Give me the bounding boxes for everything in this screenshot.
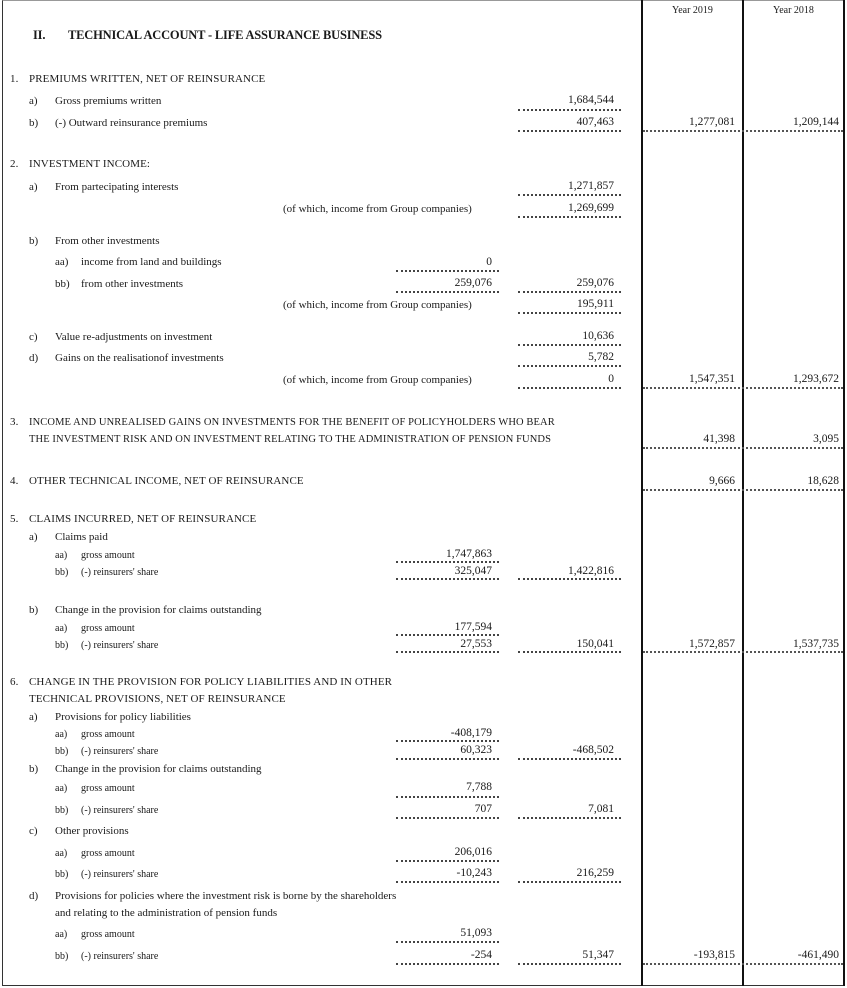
s5-b-total: 150,041 <box>576 638 614 650</box>
s6-a-aa-value: -408,179 <box>450 727 492 739</box>
s2-c-letter: c) <box>29 331 38 343</box>
s2-b-aa-letter: aa) <box>55 256 69 268</box>
s2-total-2018: 1,293,672 <box>793 373 839 385</box>
s2-b-group-value: 195,911 <box>577 298 614 310</box>
s6-a-bb-value: 60,323 <box>460 744 492 756</box>
s6-total-2018: -461,490 <box>797 949 839 961</box>
underline <box>518 758 621 760</box>
s4-total-2018: 18,628 <box>807 475 839 487</box>
s2-d-letter: d) <box>29 352 39 364</box>
s2-a-group-value: 1,269,699 <box>568 202 614 214</box>
s6-b-total: 7,081 <box>588 803 614 815</box>
s6-c-aa-value: 206,016 <box>454 846 492 858</box>
s6-title-line1: CHANGE IN THE PROVISION FOR POLICY LIABILITIES AND IN OTHER <box>29 676 393 688</box>
s6-c-letter: c) <box>29 825 38 837</box>
s6-b-bb-letter: bb) <box>55 805 69 816</box>
s5-b-bb-letter: bb) <box>55 640 69 651</box>
s2-d-label: Gains on the realisationof investments <box>55 352 224 364</box>
underline <box>396 963 499 965</box>
s1-a-letter: a) <box>29 95 38 107</box>
underline <box>518 963 621 965</box>
s6-d-bb-label: (-) reinsurers' share <box>81 951 159 962</box>
s2-b-bb-value: 259,076 <box>454 277 492 289</box>
s2-b-aa-label: income from land and buildings <box>81 256 222 268</box>
s6-d-label-line1: Provisions for policies where the investment risk is borne by the shareholders <box>55 890 397 902</box>
s1-a-label: Gross premiums written <box>55 95 162 107</box>
s6-c-aa-label: gross amount <box>81 848 135 859</box>
s6-b-bb-label: (-) reinsurers' share <box>81 805 159 816</box>
s6-d-bb-value: -254 <box>470 949 492 961</box>
s2-a-label: From partecipating interests <box>55 181 179 193</box>
underline <box>518 194 621 196</box>
total-rule <box>643 963 843 965</box>
s1-number: 1. <box>10 73 19 85</box>
column-divider-right <box>843 0 845 986</box>
s6-a-total: -468,502 <box>572 744 614 756</box>
underline <box>396 881 499 883</box>
underline <box>518 651 621 653</box>
s6-total-2019: -193,815 <box>693 949 735 961</box>
underline <box>518 365 621 367</box>
s6-d-bb-letter: bb) <box>55 951 69 962</box>
s6-d-letter: d) <box>29 890 39 902</box>
s2-b-group-label: (of which, income from Group companies) <box>283 299 472 311</box>
column-header-2018: Year 2018 <box>773 5 814 16</box>
s5-b-bb-value: 27,553 <box>460 638 492 650</box>
total-rule <box>643 447 843 449</box>
underline <box>518 387 621 389</box>
s2-a-letter: a) <box>29 181 38 193</box>
underline <box>396 817 499 819</box>
s5-total-2019: 1,572,857 <box>689 638 735 650</box>
s1-b-letter: b) <box>29 117 39 129</box>
column-divider-2019 <box>641 0 643 986</box>
s5-a-aa-letter: aa) <box>55 550 68 561</box>
underline <box>396 740 499 742</box>
s6-a-bb-label: (-) reinsurers' share <box>81 746 159 757</box>
s2-b-bb-letter: bb) <box>55 278 70 290</box>
s5-b-aa-value: 177,594 <box>454 621 492 633</box>
s5-a-aa-label: gross amount <box>81 550 135 561</box>
s4-number: 4. <box>10 475 19 487</box>
s3-number: 3. <box>10 416 19 428</box>
page-title: TECHNICAL ACCOUNT - LIFE ASSURANCE BUSINESS <box>68 28 382 42</box>
s2-d-group-value: 0 <box>608 373 614 385</box>
underline <box>518 817 621 819</box>
total-rule <box>643 651 843 653</box>
underline <box>518 130 621 132</box>
s5-a-letter: a) <box>29 531 38 543</box>
s5-a-bb-letter: bb) <box>55 567 69 578</box>
s2-c-label: Value re-adjustments on investment <box>55 331 213 343</box>
underline <box>396 758 499 760</box>
s6-d-total: 51,347 <box>582 949 614 961</box>
s6-c-bb-label: (-) reinsurers' share <box>81 869 159 880</box>
s5-b-aa-label: gross amount <box>81 623 135 634</box>
s5-a-total: 1,422,816 <box>568 565 614 577</box>
s2-a-group-label: (of which, income from Group companies) <box>283 203 472 215</box>
s2-c-value: 10,636 <box>582 330 614 342</box>
underline <box>396 634 499 636</box>
underline <box>396 561 499 563</box>
underline <box>396 941 499 943</box>
underline <box>396 270 499 272</box>
s6-a-aa-letter: aa) <box>55 729 68 740</box>
s6-b-label: Change in the provision for claims outstanding <box>55 763 262 775</box>
s6-c-aa-letter: aa) <box>55 848 68 859</box>
underline <box>396 651 499 653</box>
s2-d-group-label: (of which, income from Group companies) <box>283 374 472 386</box>
s3-title-line1: INCOME AND UNREALISED GAINS ON INVESTMENTS FOR THE BENEFIT OF POLICYHOLDERS WHO BEAR <box>29 417 555 428</box>
s6-c-label: Other provisions <box>55 825 129 837</box>
s2-title: INVESTMENT INCOME: <box>29 158 151 170</box>
s6-b-letter: b) <box>29 763 39 775</box>
underline <box>518 109 621 111</box>
underline <box>396 291 499 293</box>
s6-d-label-line2: and relating to the administration of pension funds <box>55 907 278 919</box>
s1-title: PREMIUMS WRITTEN, NET OF REINSURANCE <box>29 73 266 85</box>
s3-title-line2: THE INVESTMENT RISK AND ON INVESTMENT RELATING TO THE ADMINISTRATION OF PENSION FUNDS <box>29 434 552 445</box>
s6-d-aa-value: 51,093 <box>460 927 492 939</box>
s2-b-aa-value: 0 <box>486 256 492 268</box>
s6-title-line2: TECHNICAL PROVISIONS, NET OF REINSURANCE <box>29 693 286 705</box>
underline <box>396 860 499 862</box>
s6-c-bb-value: -10,243 <box>456 867 492 879</box>
underline <box>518 578 621 580</box>
s4-total-2019: 9,666 <box>709 475 735 487</box>
underline <box>518 344 621 346</box>
s5-a-aa-value: 1,747,863 <box>446 548 492 560</box>
s5-b-label: Change in the provision for claims outstanding <box>55 604 262 616</box>
s2-number: 2. <box>10 158 19 170</box>
s1-b-value: 407,463 <box>576 116 614 128</box>
s2-a-value: 1,271,857 <box>568 180 614 192</box>
s6-b-aa-letter: aa) <box>55 783 68 794</box>
s2-b-total: 259,076 <box>576 277 614 289</box>
total-rule <box>643 489 843 491</box>
s6-a-bb-letter: bb) <box>55 746 69 757</box>
s5-b-letter: b) <box>29 604 39 616</box>
s5-title: CLAIMS INCURRED, NET OF REINSURANCE <box>29 513 257 525</box>
s3-total-2018: 3,095 <box>813 433 839 445</box>
s1-b-label: (-) Outward reinsurance premiums <box>55 117 208 129</box>
s2-b-bb-label: from other investments <box>81 278 184 290</box>
s6-a-label: Provisions for policy liabilities <box>55 711 191 723</box>
s6-b-bb-value: 707 <box>474 803 492 815</box>
underline <box>518 216 621 218</box>
s5-number: 5. <box>10 513 19 525</box>
s5-total-2018: 1,537,735 <box>793 638 839 650</box>
s2-b-label: From other investments <box>55 235 160 247</box>
underline <box>518 881 621 883</box>
s1-a-value: 1,684,544 <box>568 94 614 106</box>
s6-number: 6. <box>10 676 19 688</box>
total-rule <box>643 387 843 389</box>
section-roman-numeral: II. <box>33 28 46 42</box>
s6-a-letter: a) <box>29 711 38 723</box>
s5-a-bb-value: 325,047 <box>454 565 492 577</box>
column-divider-2018 <box>742 0 744 986</box>
s2-total-2019: 1,547,351 <box>689 373 735 385</box>
s3-total-2019: 41,398 <box>703 433 735 445</box>
column-header-2019: Year 2019 <box>672 5 713 16</box>
s6-d-aa-label: gross amount <box>81 929 135 940</box>
s1-total-2019: 1,277,081 <box>689 116 735 128</box>
total-rule <box>643 130 843 132</box>
underline <box>396 796 499 798</box>
s6-d-aa-letter: aa) <box>55 929 68 940</box>
s6-b-aa-label: gross amount <box>81 783 135 794</box>
s6-b-aa-value: 7,788 <box>466 781 492 793</box>
s5-b-bb-label: (-) reinsurers' share <box>81 640 159 651</box>
underline <box>396 578 499 580</box>
s6-c-total: 216,259 <box>576 867 614 879</box>
underline <box>518 312 621 314</box>
statement-frame <box>2 0 845 986</box>
s5-a-label: Claims paid <box>55 531 108 543</box>
s1-total-2018: 1,209,144 <box>793 116 839 128</box>
s5-b-aa-letter: aa) <box>55 623 68 634</box>
s6-a-aa-label: gross amount <box>81 729 135 740</box>
s6-c-bb-letter: bb) <box>55 869 69 880</box>
s5-a-bb-label: (-) reinsurers' share <box>81 567 159 578</box>
underline <box>518 291 621 293</box>
s2-b-letter: b) <box>29 235 39 247</box>
s2-d-value: 5,782 <box>588 351 614 363</box>
s4-title: OTHER TECHNICAL INCOME, NET OF REINSURANCE <box>29 475 304 487</box>
